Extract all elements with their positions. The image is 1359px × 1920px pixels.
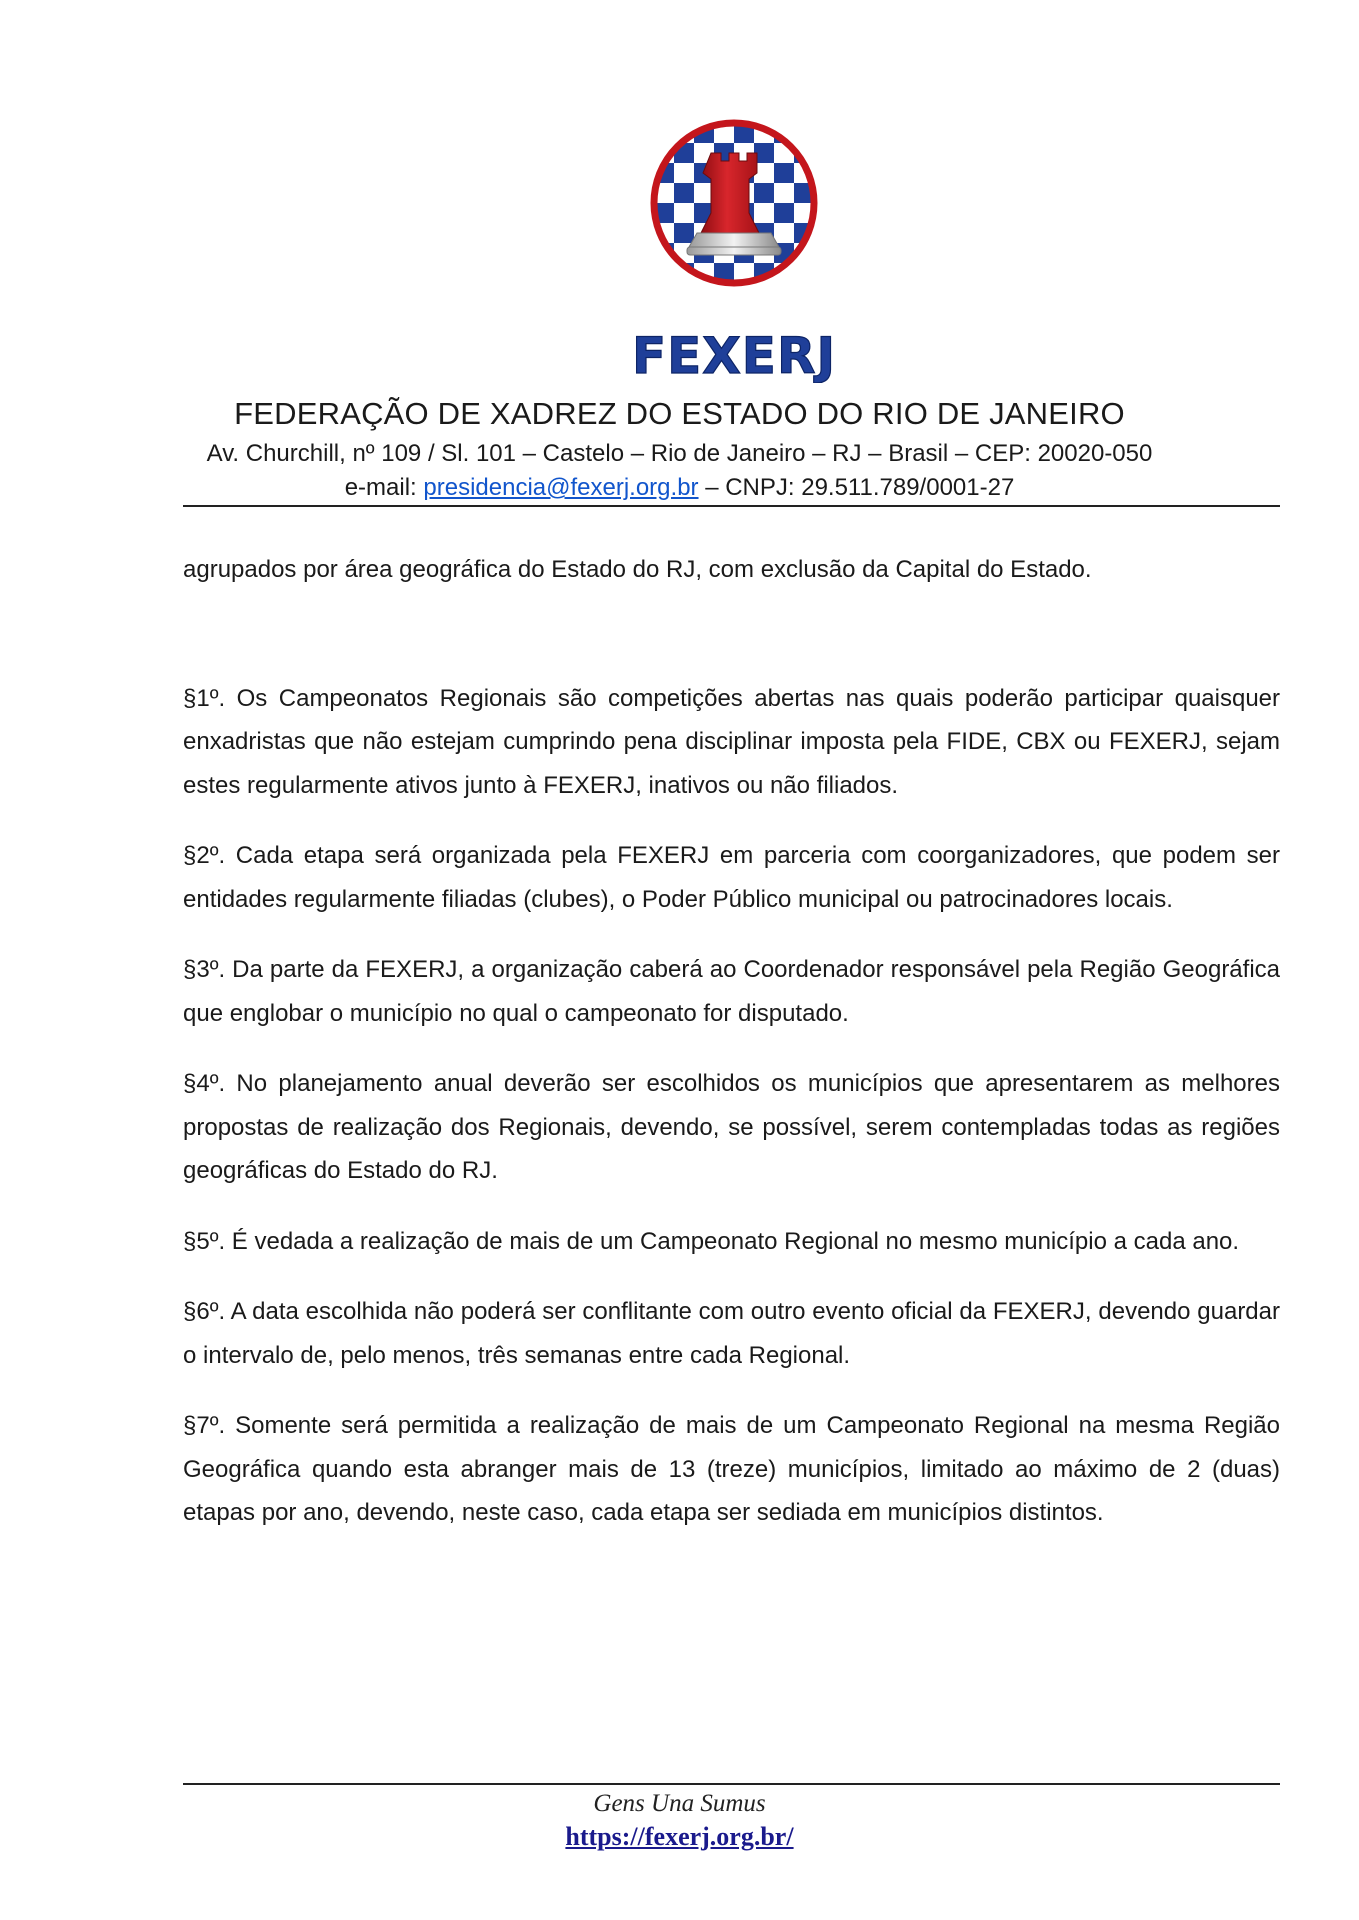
paragraph-3: §3º. Da parte da FEXERJ, a organização caberá ao Coordenador responsável pela Região Geográfica que englobar o município no qual o campeonato for disputado. [183, 956, 1280, 1027]
footer-website [0, 1822, 1359, 1852]
paragraph-continuation: agrupados por área geográfica do Estado do RJ, com exclusão da Capital do Estado. [183, 556, 1092, 583]
cnpj-text: – CNPJ: 29.511.789/0001-27 [698, 474, 1015, 501]
organization-name: FEDERAÇÃO DE XADREZ DO ESTADO DO RIO DE JANEIRO [234, 396, 1125, 431]
paragraph-4: §4º. No planejamento anual deverão ser escolhidos os municípios que apresentarem as melhores propostas de realização dos Regionais, devendo, se possível, serem contempladas todas as regiões geográficas do Estado do RJ. [183, 1070, 1280, 1184]
website-link[interactable]: https://fexerj.org.br/ [565, 1822, 794, 1851]
paragraph-5: §5º. É vedada a realização de mais de um Campeonato Regional no mesmo município a cada ano. [183, 1227, 1240, 1255]
document-body [183, 548, 1280, 1562]
paragraph-2: §2º. Cada etapa será organizada pela FEXERJ em parceria com coorganizadores, que podem ser entidades regularmente filiadas (clubes), o Poder Público municipal ou patrocinadores locais. [183, 842, 1280, 913]
fexerj-logo [619, 113, 849, 383]
footer-motto: Gens Una Sumus [593, 1790, 766, 1817]
contact-line [0, 474, 1359, 502]
address-line: Av. Churchill, nº 109 / Sl. 101 – Castelo – Rio de Janeiro – RJ – Brasil – CEP: 20020-050 [206, 440, 1153, 467]
paragraph-7: §7º. Somente será permitida a realização de mais de um Campeonato Regional na mesma Região Geográfica quando esta abranger mais de 13 (treze) municípios, limitado ao máximo de 2 (duas) etapas por ano, devendo, neste caso, cada etapa ser sediada em municípios distintos. [183, 1412, 1280, 1526]
footer-divider [183, 1783, 1280, 1785]
email-label: e-mail: [344, 474, 424, 501]
logo-wordmark: FEXERJ [631, 327, 837, 383]
paragraph-6: §6º. A data escolhida não poderá ser conflitante com outro evento oficial da FEXERJ, devendo guardar o intervalo de, pelo menos, três semanas entre cada Regional. [183, 1298, 1280, 1369]
email-link[interactable]: presidencia@fexerj.org.br [423, 474, 699, 501]
paragraph-1: §1º. Os Campeonatos Regionais são competições abertas nas quais poderão participar quaisquer enxadristas que não estejam cumprindo pena disciplinar imposta pela FIDE, CBX ou FEXERJ, sejam estes regularmente ativos junto à FEXERJ, inativos ou não filiados. [183, 684, 1280, 799]
header-divider [183, 505, 1280, 507]
